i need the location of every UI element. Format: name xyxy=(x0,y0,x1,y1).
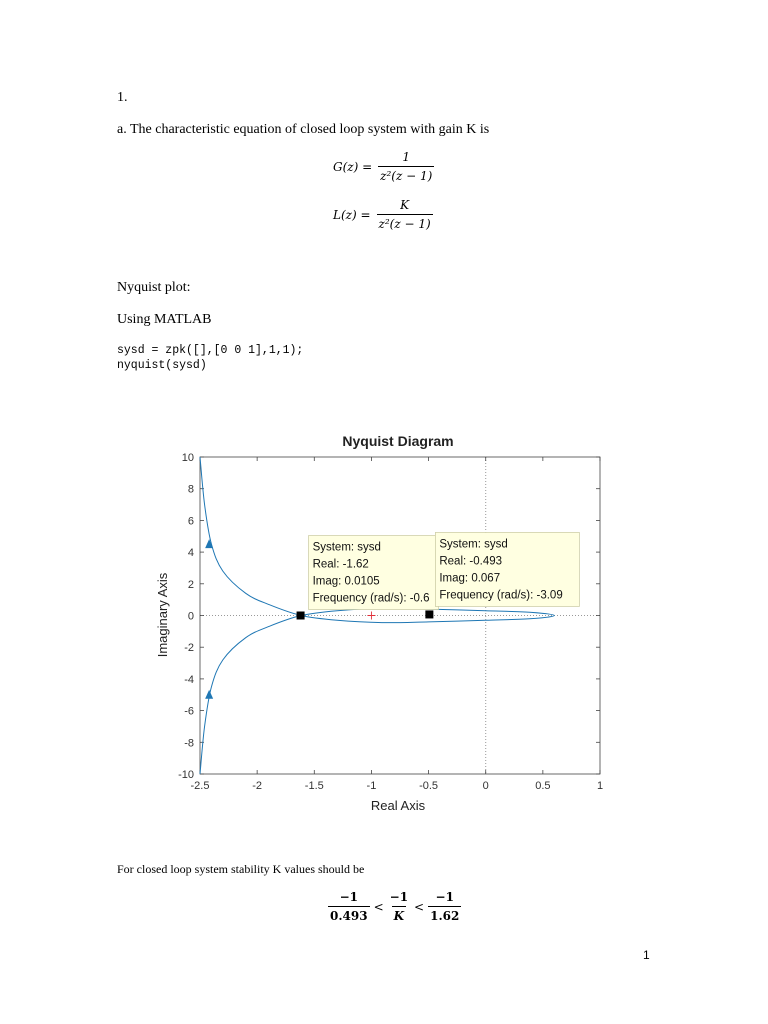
fraction-1 xyxy=(328,890,370,923)
data-tip-line3: Imag: 0.067 xyxy=(439,572,501,585)
stability-inequality xyxy=(328,890,461,923)
data-tip-line2: Real: -0.493 xyxy=(439,555,503,568)
y-tick-label: 10 xyxy=(181,452,194,464)
equation-l xyxy=(333,198,433,231)
code-line-1: sysd = zpk([],[0 0 1],1,1); xyxy=(117,344,304,357)
x-tick-label: -1.5 xyxy=(304,780,324,792)
using-matlab: Using MATLAB xyxy=(117,312,212,327)
y-tick-label: 0 xyxy=(187,610,194,623)
x-tick-label: -0.5 xyxy=(419,780,439,792)
equation-g-denominator: z²(z − 1) xyxy=(378,166,434,183)
y-tick-label: -8 xyxy=(184,737,194,750)
equation-l-fraction xyxy=(377,198,433,231)
data-tip-line4: Frequency (rad/s): -0.6 xyxy=(312,592,430,605)
data-tip-marker xyxy=(297,612,305,620)
data-tip-line4: Frequency (rad/s): -3.09 xyxy=(439,589,563,602)
x-axis-label: Real Axis xyxy=(370,798,426,813)
equation-l-numerator: K xyxy=(400,198,410,212)
equation-l-lhs: L(z) = xyxy=(333,207,371,222)
data-tip xyxy=(297,536,439,620)
y-axis-label: Imaginary Axis xyxy=(155,572,170,658)
stability-text: For closed loop system stability K values should be xyxy=(117,862,365,876)
question-number: 1. xyxy=(117,90,128,105)
y-tick-label: -10 xyxy=(178,769,194,781)
fraction-3-numerator: −1 xyxy=(435,890,454,904)
x-tick-label: 0 xyxy=(482,780,489,792)
y-tick-label: 2 xyxy=(187,578,194,591)
fraction-2-numerator: −1 xyxy=(389,890,409,904)
less-than-2: < xyxy=(414,899,425,914)
y-tick-label: -2 xyxy=(184,642,194,655)
fraction-1-denominator: 0.493 xyxy=(328,906,370,923)
equation-g-fraction xyxy=(378,150,434,183)
data-tip-marker xyxy=(425,610,433,618)
y-tick-label: -6 xyxy=(184,705,194,718)
fraction-3-denominator: 1.62 xyxy=(428,906,461,923)
page-number: 1 xyxy=(643,948,650,962)
equation-l-denominator: z²(z − 1) xyxy=(377,214,433,231)
data-tips-group xyxy=(297,532,580,619)
fraction-1-numerator: −1 xyxy=(339,890,358,904)
y-tick-label: -4 xyxy=(184,673,194,686)
y-tick-label: 8 xyxy=(187,483,194,496)
fraction-2 xyxy=(388,890,410,923)
fraction-3 xyxy=(428,890,461,923)
equation-g-lhs: G(z) = xyxy=(333,159,373,174)
nyquist-chart xyxy=(140,428,620,818)
x-tick-label: -2 xyxy=(252,780,263,792)
data-tip-line1: System: sysd xyxy=(312,541,381,554)
y-tick-label: 6 xyxy=(187,515,194,528)
chart-title: Nyquist Diagram xyxy=(342,433,454,449)
part-a-text: a. The characteristic equation of closed loop system with gain K is xyxy=(117,122,490,137)
code-line-2: nyquist(sysd) xyxy=(117,359,207,372)
nyquist-heading: Nyquist plot: xyxy=(117,280,191,295)
data-tip xyxy=(425,532,579,618)
fraction-2-denominator: K xyxy=(392,906,406,923)
data-tip-line2: Real: -1.62 xyxy=(312,558,369,571)
x-tick-label: 0.5 xyxy=(535,780,551,792)
x-tick-label: -1 xyxy=(366,780,377,792)
data-tip-line3: Imag: 0.0105 xyxy=(312,575,380,588)
equation-g xyxy=(333,150,434,183)
y-tick-label: 4 xyxy=(187,547,194,560)
x-tick-label: 1 xyxy=(596,780,604,792)
x-tick-label: -2.5 xyxy=(190,780,210,792)
nyquist-figure xyxy=(140,428,620,818)
equation-g-numerator: 1 xyxy=(402,150,411,164)
data-tip-line1: System: sysd xyxy=(439,538,508,551)
less-than-1: < xyxy=(373,899,384,914)
